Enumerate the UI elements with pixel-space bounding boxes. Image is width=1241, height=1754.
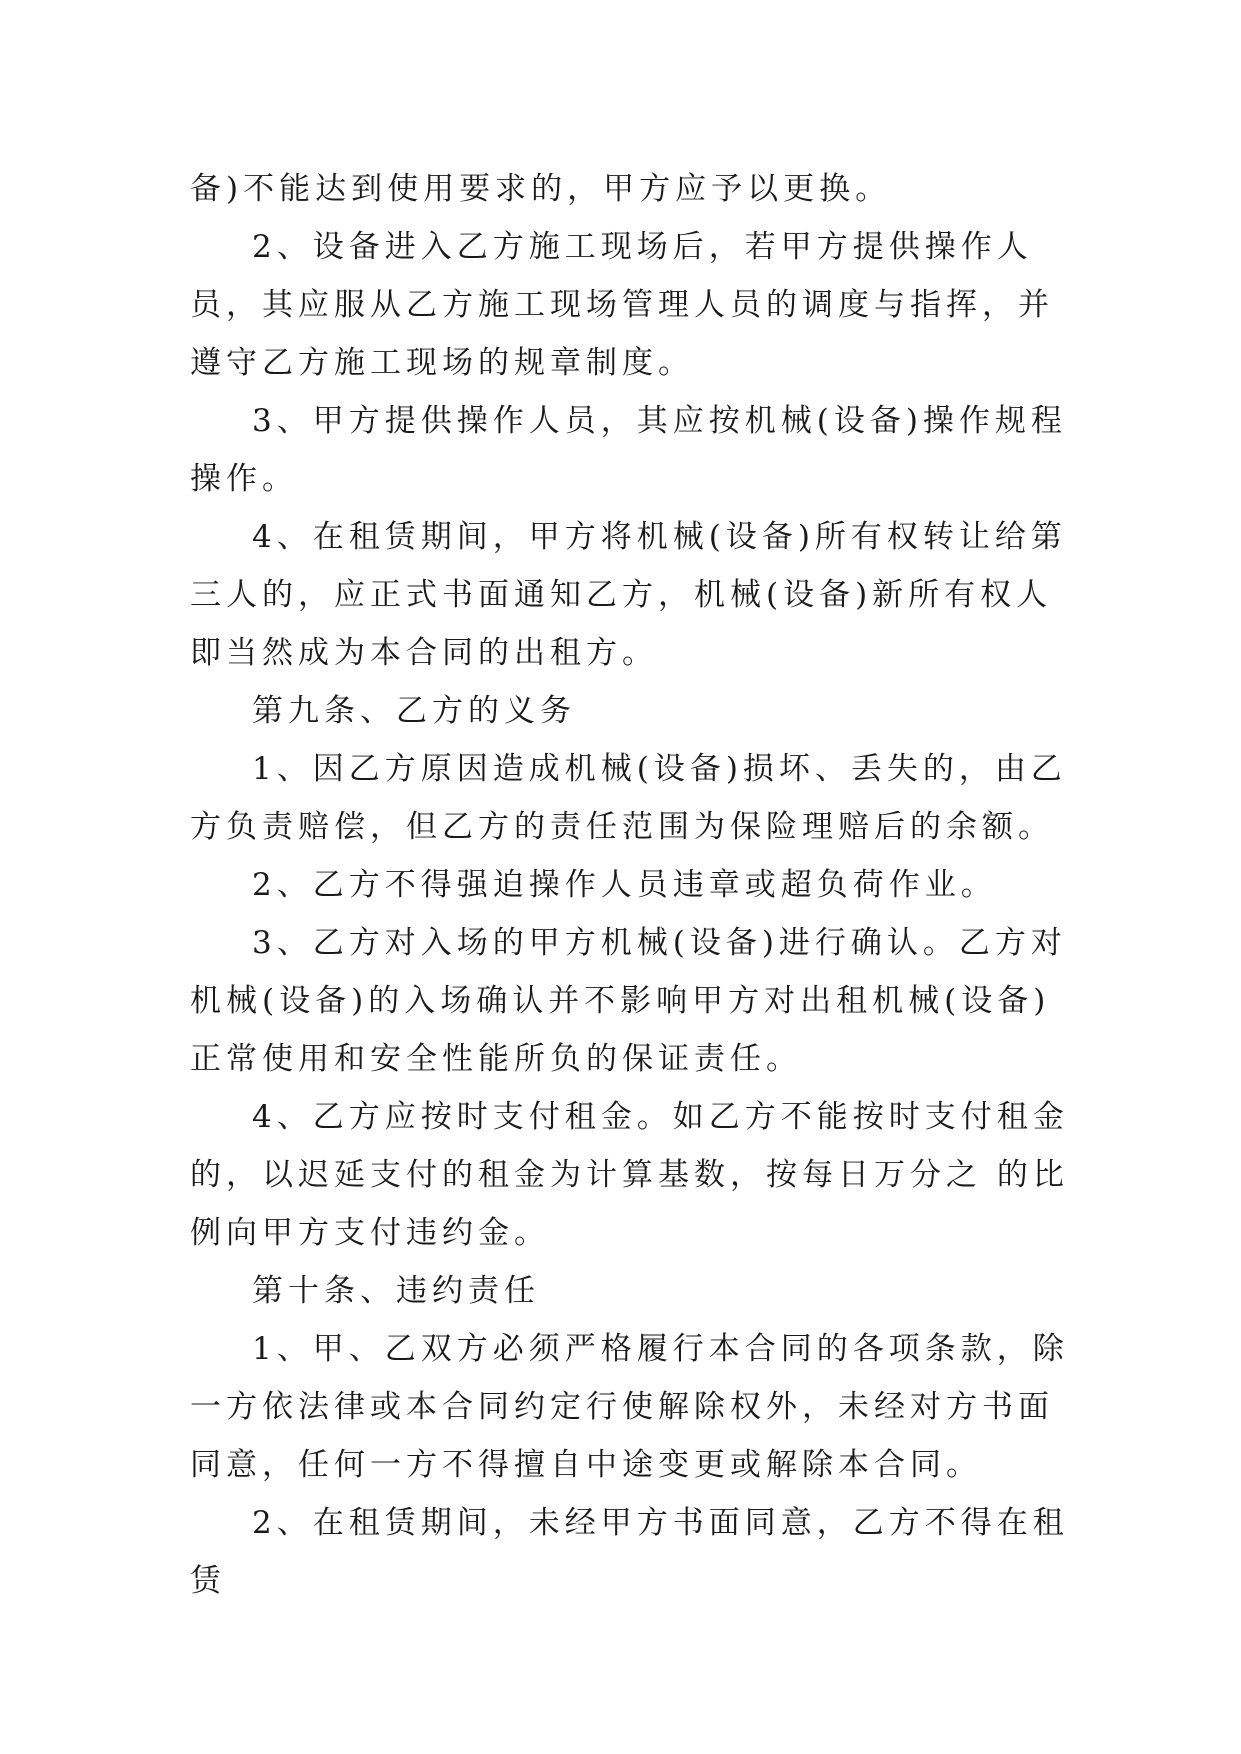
paragraph-4: 4、在租赁期间，甲方将机械(设备)所有权转让给第三人的，应正式书面通知乙方，机械(设备)新所有权人即当然成为本合同的出租方。 [190,519,1067,671]
section-heading-article-10: 第十条、违约责任 [252,1273,540,1309]
section-heading-article-9: 第九条、乙方的义务 [252,693,576,729]
paragraph-3: 3、甲方提供操作人员，其应按机械(设备)操作规程操作。 [190,403,1067,497]
paragraph-9: 4、乙方应按时支付租金。如乙方不能按时支付租金的，以迟延支付的租金为计算基数，按每日万分之 的比例向甲方支付违约金。 [190,1099,1069,1251]
paragraph-1: 备)不能达到使用要求的，甲方应予以更换。 [190,171,892,207]
paragraph-12: 2、在租赁期间，未经甲方书面同意，乙方不得在租赁 [190,1505,1069,1599]
paragraph-11: 1、甲、乙双方必须严格履行本合同的各项条款，除一方依法律或本合同约定行使解除权外，未经对方书面同意，任何一方不得擅自中途变更或解除本合同。 [190,1331,1069,1483]
paragraph-2: 2、设备进入乙方施工现场后，若甲方提供操作人员，其应服从乙方施工现场管理人员的调度与指挥，并遵守乙方施工现场的规章制度。 [190,229,1054,381]
paragraph-8: 3、乙方对入场的甲方机械(设备)进行确认。乙方对机械(设备)的入场确认并不影响甲方对出租机械(设备)正常使用和安全性能所负的保证责任。 [190,925,1067,1077]
paragraph-7: 2、乙方不得强迫操作人员违章或超负荷作业。 [252,867,997,903]
document-page [190,160,1070,1610]
paragraph-6: 1、因乙方原因造成机械(设备)损坏、丢失的，由乙方负责赔偿，但乙方的责任范围为保险理赔后的余额。 [190,751,1067,845]
